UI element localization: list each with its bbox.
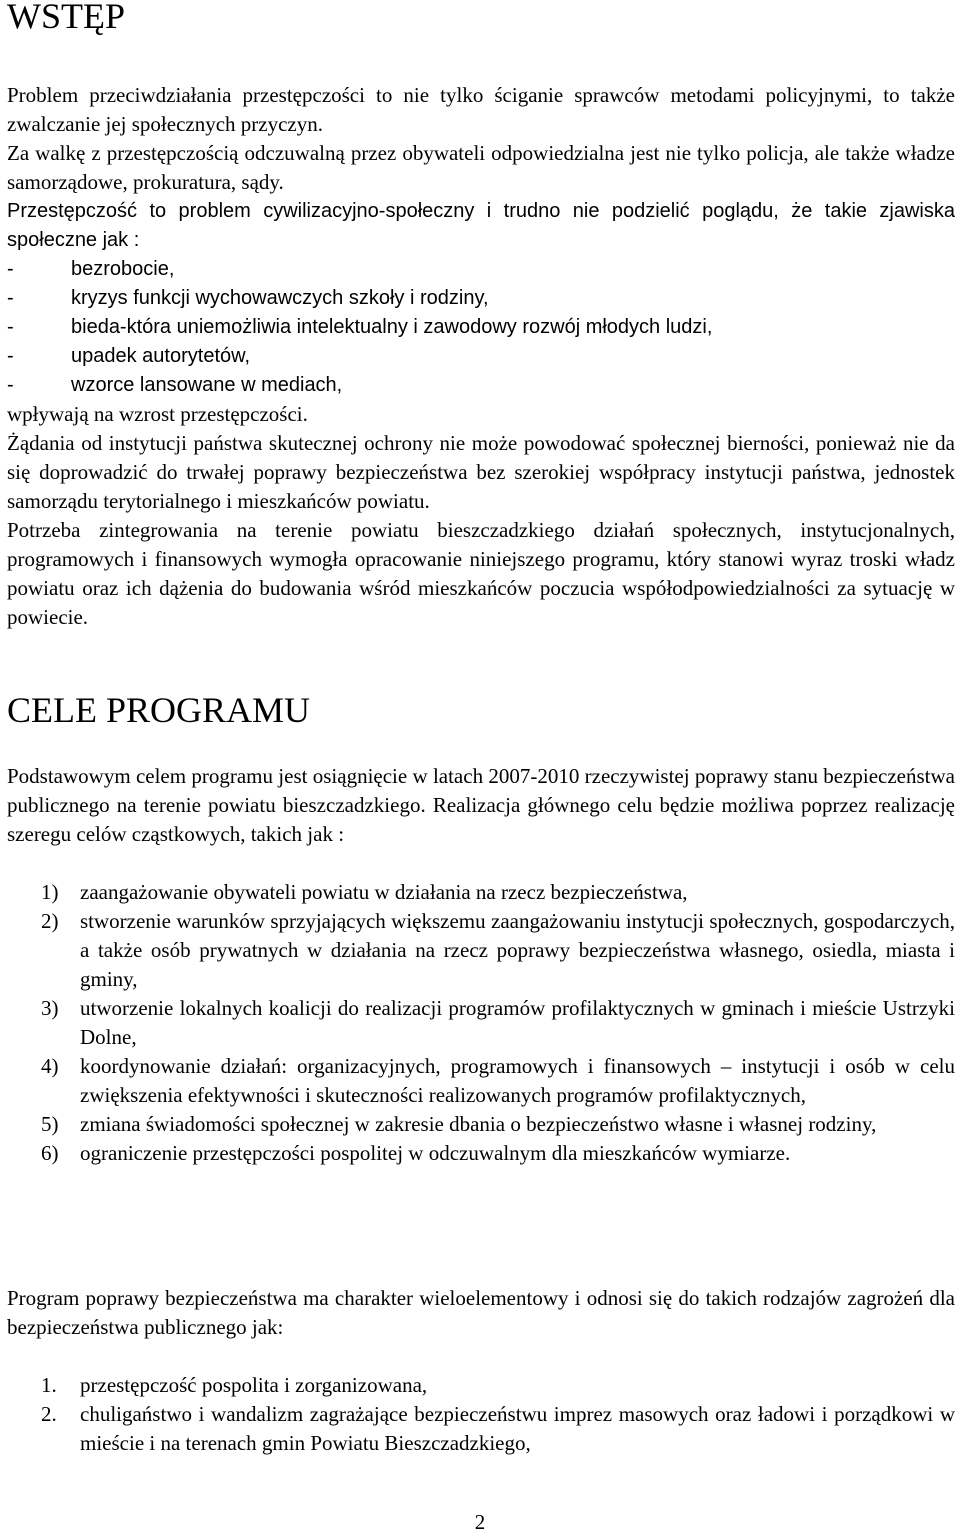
list-item: - bezrobocie, xyxy=(7,255,955,284)
list-item: 5) zmiana świadomości społecznej w zakresie dbania o bezpieczeństwo własne i własnej rodziny, xyxy=(41,1112,877,1136)
list-item: - wzorce lansowane w mediach, xyxy=(7,371,955,400)
list-item: 2. chuligaństwo i wandalizm zagrażające bezpieczeństwu imprez masowych oraz ładowi i porządkowi w mieście i na terenach gmin Powiatu Bieszczadzkiego, xyxy=(41,1402,955,1455)
intro-section xyxy=(7,81,955,632)
threats-paragraph: Program poprawy bezpieczeństwa ma charakter wieloelementowy i odnosi się do takich rodzajów zagrożeń dla bezpieczeństwa publicznego jak: xyxy=(7,1286,955,1339)
list-item: - upadek autorytetów, xyxy=(7,342,955,371)
heading-intro: WSTĘP xyxy=(7,0,126,36)
goals-list xyxy=(7,878,955,1168)
list-item: 2) stworzenie warunków sprzyjających większemu zaangażowaniu instytucji społecznych, gospodarczych, a także osób prywatnych w działania na rzecz poprawy bezpieczeństwa własnego, osiedla, miasta i gminy, xyxy=(41,909,955,991)
list-item: 1) zaangażowanie obywateli powiatu w działania na rzecz bezpieczeństwa, xyxy=(41,880,688,904)
list-item: - bieda-która uniemożliwia intelektualny i zawodowy rozwój młodych ludzi, xyxy=(7,313,955,342)
intro-paragraph-1: Problem przeciwdziałania przestępczości to nie tylko ściganie sprawców metodami policyjnymi, to także zwalczanie jej społecznych przyczyn. xyxy=(7,83,955,136)
intro-paragraph-5: Żądania od instytucji państwa skutecznej ochrony nie może powodować społecznej bierności, ponieważ nie da się doprowadzić do trwałej poprawy bezpieczeństwa bez szerokiej współpracy instytucji państwa, jednostek samorządu terytorialnego i mieszkańców powiatu. xyxy=(7,431,955,513)
list-item: 6) ograniczenie przestępczości pospolitej w odczuwalnym dla mieszkańców wymiarze. xyxy=(41,1141,791,1165)
threats-list xyxy=(7,1371,955,1458)
list-item: 3) utworzenie lokalnych koalicji do realizacji programów profilaktycznych w gminach i mieście Ustrzyki Dolne, xyxy=(41,996,955,1049)
list-item: - kryzys funkcji wychowawczych szkoły i rodziny, xyxy=(7,284,955,313)
intro-paragraph-3: Przestępczość to problem cywilizacyjno-społeczny i trudno nie podzielić poglądu, że takie zjawiska społeczne jak : xyxy=(7,200,955,251)
page-number: 2 xyxy=(474,1510,486,1534)
goals-paragraph: Podstawowym celem programu jest osiągnięcie w latach 2007-2010 rzeczywistej poprawy stanu bezpieczeństwa publicznego na terenie powiatu bieszczadzkiego. Realizacja głównego celu będzie możliwa poprzez realizację szeregu celów cząstkowych, takich jak : xyxy=(7,764,955,846)
heading-goals: CELE PROGRAMU xyxy=(7,690,311,730)
intro-paragraph-4: wpływają na wzrost przestępczości. xyxy=(7,402,308,426)
social-phenomena-list xyxy=(7,255,955,400)
list-item: 4) koordynowanie działań: organizacyjnych, programowych i finansowych – instytucji i osób w celu zwiększenia efektywności i skuteczności realizowanych programów profilaktycznych, xyxy=(41,1054,955,1107)
goals-section xyxy=(7,762,955,1168)
intro-paragraph-6: Potrzeba zintegrowania na terenie powiatu bieszczadzkiego działań społecznych, instytucjonalnych, programowych i finansowych wymogła opracowanie niniejszego programu, który stanowi wyraz troski władz powiatu oraz ich dążenia do budowania wśród mieszkańców poczucia współodpowiedzialności za sytuację w powiecie. xyxy=(7,518,955,629)
intro-paragraph-2: Za walkę z przestępczością odczuwalną przez obywateli odpowiedzialna jest nie tylko policja, ale także władze samorządowe, prokuratura, sądy. xyxy=(7,141,955,194)
threats-section xyxy=(7,1284,955,1458)
list-item: 1. przestępczość pospolita i zorganizowana, xyxy=(41,1373,428,1397)
